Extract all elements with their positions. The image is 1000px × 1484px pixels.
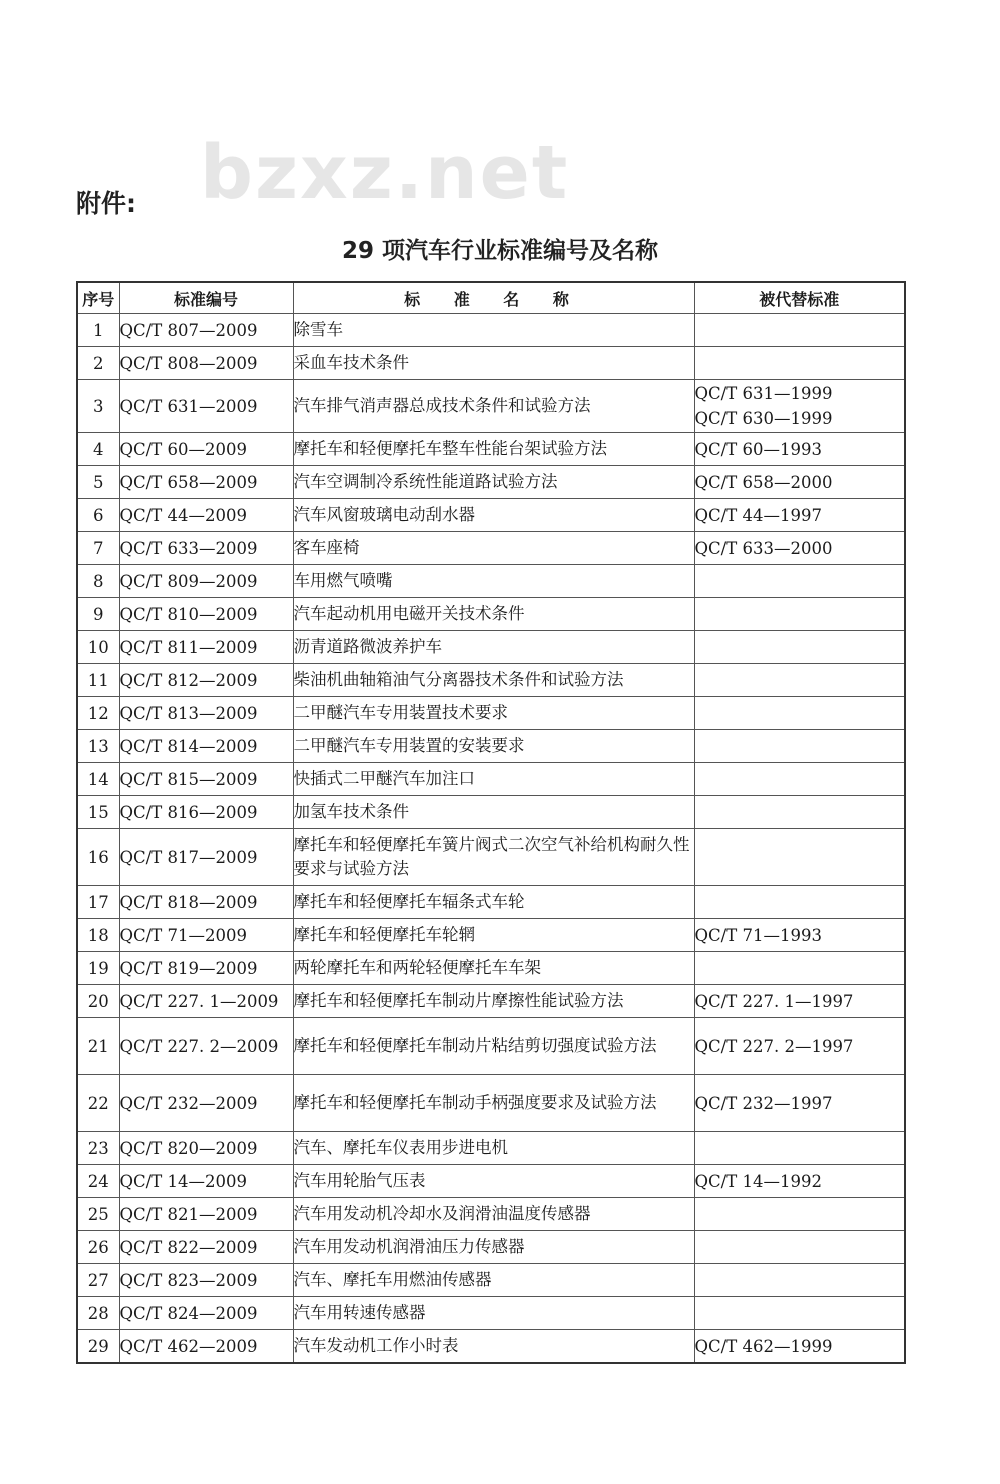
replaced-standard: QC/T 631—1999 QC/T 630—1999: [694, 380, 905, 433]
standard-code: QC/T 232—2009: [119, 1075, 293, 1132]
table-row: [77, 697, 905, 730]
row-number: 29: [77, 1330, 119, 1364]
row-number: 12: [77, 697, 119, 730]
table-row: [77, 532, 905, 565]
standard-name: 汽车用发动机润滑油压力传感器: [293, 1231, 694, 1264]
standard-name: 柴油机曲轴箱油气分离器技术条件和试验方法: [293, 664, 694, 697]
replaced-standard: [694, 763, 905, 796]
standard-code: QC/T 823—2009: [119, 1264, 293, 1297]
row-number: 8: [77, 565, 119, 598]
replaced-standard: [694, 730, 905, 763]
replaced-standard: QC/T 60—1993: [694, 433, 905, 466]
table-row: [77, 347, 905, 380]
standard-code: QC/T 814—2009: [119, 730, 293, 763]
table-row: [77, 952, 905, 985]
standard-code: QC/T 818—2009: [119, 886, 293, 919]
table-row: [77, 730, 905, 763]
table-row: [77, 1198, 905, 1231]
standard-code: QC/T 658—2009: [119, 466, 293, 499]
replaced-standard: QC/T 633—2000: [694, 532, 905, 565]
standard-code: QC/T 810—2009: [119, 598, 293, 631]
row-number: 24: [77, 1165, 119, 1198]
row-number: 6: [77, 499, 119, 532]
row-number: 9: [77, 598, 119, 631]
standard-name: 除雪车: [293, 314, 694, 347]
standard-name: 汽车起动机用电磁开关技术条件: [293, 598, 694, 631]
standard-code: QC/T 815—2009: [119, 763, 293, 796]
standard-code: QC/T 44—2009: [119, 499, 293, 532]
table-row: [77, 985, 905, 1018]
table-row: [77, 1075, 905, 1132]
replaced-standard: [694, 598, 905, 631]
table-row: [77, 380, 905, 433]
standard-name: 摩托车和轻便摩托车制动片粘结剪切强度试验方法: [293, 1018, 694, 1075]
standard-name: 汽车空调制冷系统性能道路试验方法: [293, 466, 694, 499]
table-row: [77, 1165, 905, 1198]
table-row: [77, 565, 905, 598]
standard-code: QC/T 227. 1—2009: [119, 985, 293, 1018]
standard-code: QC/T 812—2009: [119, 664, 293, 697]
standard-name: 汽车用发动机冷却水及润滑油温度传感器: [293, 1198, 694, 1231]
standards-table: [76, 281, 906, 1364]
replaced-standard: [694, 1231, 905, 1264]
table-header-row: [77, 282, 905, 314]
standard-name: 汽车排气消声器总成技术条件和试验方法: [293, 380, 694, 433]
header-standard-code: 标准编号: [119, 282, 293, 314]
standard-code: QC/T 633—2009: [119, 532, 293, 565]
replaced-standard: [694, 1297, 905, 1330]
standard-name: 汽车、摩托车仪表用步进电机: [293, 1132, 694, 1165]
replaced-standard: QC/T 227. 1—1997: [694, 985, 905, 1018]
replaced-standard: [694, 565, 905, 598]
standard-code: QC/T 462—2009: [119, 1330, 293, 1364]
row-number: 5: [77, 466, 119, 499]
header-standard-name: 标 准 名 称: [293, 282, 694, 314]
standard-name: 汽车风窗玻璃电动刮水器: [293, 499, 694, 532]
replaced-standard: QC/T 44—1997: [694, 499, 905, 532]
table-row: [77, 829, 905, 886]
table-row: [77, 1297, 905, 1330]
row-number: 23: [77, 1132, 119, 1165]
replaced-standard: [694, 697, 905, 730]
standard-code: QC/T 809—2009: [119, 565, 293, 598]
table-row: [77, 1330, 905, 1364]
standard-name: 摩托车和轻便摩托车辐条式车轮: [293, 886, 694, 919]
table-row: [77, 664, 905, 697]
standard-code: QC/T 631—2009: [119, 380, 293, 433]
standard-code: QC/T 227. 2—2009: [119, 1018, 293, 1075]
standard-code: QC/T 807—2009: [119, 314, 293, 347]
standard-name: 加氢车技术条件: [293, 796, 694, 829]
replaced-standard: [694, 631, 905, 664]
table-row: [77, 499, 905, 532]
standard-code: QC/T 824—2009: [119, 1297, 293, 1330]
replaced-standard: [694, 796, 905, 829]
replaced-standard: [694, 1264, 905, 1297]
attachment-label: 附件:: [76, 189, 136, 218]
row-number: 16: [77, 829, 119, 886]
document-title: 29 项汽车行业标准编号及名称: [341, 238, 658, 264]
header-replaced-standard: 被代替标准: [694, 282, 905, 314]
standard-name: 二甲醚汽车专用装置技术要求: [293, 697, 694, 730]
standard-name: 两轮摩托车和两轮轻便摩托车车架: [293, 952, 694, 985]
replaced-standard: [694, 952, 905, 985]
row-number: 15: [77, 796, 119, 829]
standard-name: 客车座椅: [293, 532, 694, 565]
table-row: [77, 919, 905, 952]
table-body: [77, 314, 905, 1364]
replaced-standard: QC/T 71—1993: [694, 919, 905, 952]
standard-name: 采血车技术条件: [293, 347, 694, 380]
replaced-standard: QC/T 232—1997: [694, 1075, 905, 1132]
standard-name: 二甲醚汽车专用装置的安装要求: [293, 730, 694, 763]
standard-name: 摩托车和轻便摩托车簧片阀式二次空气补给机构耐久性要求与试验方法: [293, 829, 694, 886]
standard-name: 摩托车和轻便摩托车制动片摩擦性能试验方法: [293, 985, 694, 1018]
standard-code: QC/T 817—2009: [119, 829, 293, 886]
standard-name: 摩托车和轻便摩托车整车性能台架试验方法: [293, 433, 694, 466]
standard-name: 汽车发动机工作小时表: [293, 1330, 694, 1364]
standard-name: 汽车、摩托车用燃油传感器: [293, 1264, 694, 1297]
table-row: [77, 598, 905, 631]
row-number: 3: [77, 380, 119, 433]
table-row: [77, 314, 905, 347]
row-number: 26: [77, 1231, 119, 1264]
standard-name: 车用燃气喷嘴: [293, 565, 694, 598]
standard-code: QC/T 71—2009: [119, 919, 293, 952]
table-row: [77, 631, 905, 664]
replaced-standard: QC/T 658—2000: [694, 466, 905, 499]
standard-code: QC/T 808—2009: [119, 347, 293, 380]
row-number: 17: [77, 886, 119, 919]
row-number: 7: [77, 532, 119, 565]
standard-code: QC/T 820—2009: [119, 1132, 293, 1165]
standard-code: QC/T 14—2009: [119, 1165, 293, 1198]
standard-code: QC/T 813—2009: [119, 697, 293, 730]
row-number: 21: [77, 1018, 119, 1075]
row-number: 19: [77, 952, 119, 985]
header-serial-number: 序号: [77, 282, 119, 314]
replaced-standard: [694, 886, 905, 919]
replaced-standard: [694, 1132, 905, 1165]
row-number: 28: [77, 1297, 119, 1330]
replaced-standard: [694, 829, 905, 886]
standard-name: 快插式二甲醚汽车加注口: [293, 763, 694, 796]
replaced-standard: QC/T 462—1999: [694, 1330, 905, 1364]
table-row: [77, 1264, 905, 1297]
standard-code: QC/T 811—2009: [119, 631, 293, 664]
replaced-standard: [694, 664, 905, 697]
standard-name: 汽车用转速传感器: [293, 1297, 694, 1330]
table-row: [77, 1132, 905, 1165]
row-number: 27: [77, 1264, 119, 1297]
row-number: 20: [77, 985, 119, 1018]
replaced-standard: [694, 1198, 905, 1231]
standard-code: QC/T 60—2009: [119, 433, 293, 466]
row-number: 13: [77, 730, 119, 763]
replaced-standard: [694, 347, 905, 380]
standard-name: 摩托车和轻便摩托车轮辋: [293, 919, 694, 952]
row-number: 1: [77, 314, 119, 347]
row-number: 11: [77, 664, 119, 697]
watermark: bzxz.net: [200, 130, 570, 216]
replaced-standard: [694, 314, 905, 347]
table-row: [77, 1018, 905, 1075]
table-row: [77, 796, 905, 829]
standard-name: 汽车用轮胎气压表: [293, 1165, 694, 1198]
row-number: 22: [77, 1075, 119, 1132]
replaced-standard: QC/T 14—1992: [694, 1165, 905, 1198]
table-row: [77, 433, 905, 466]
standard-name: 沥青道路微波养护车: [293, 631, 694, 664]
table-row: [77, 466, 905, 499]
row-number: 4: [77, 433, 119, 466]
standard-code: QC/T 822—2009: [119, 1231, 293, 1264]
table-row: [77, 1231, 905, 1264]
row-number: 2: [77, 347, 119, 380]
standard-code: QC/T 819—2009: [119, 952, 293, 985]
standard-name: 摩托车和轻便摩托车制动手柄强度要求及试验方法: [293, 1075, 694, 1132]
standard-code: QC/T 816—2009: [119, 796, 293, 829]
table-row: [77, 886, 905, 919]
row-number: 25: [77, 1198, 119, 1231]
replaced-standard: QC/T 227. 2—1997: [694, 1018, 905, 1075]
row-number: 10: [77, 631, 119, 664]
row-number: 14: [77, 763, 119, 796]
row-number: 18: [77, 919, 119, 952]
standard-code: QC/T 821—2009: [119, 1198, 293, 1231]
table-row: [77, 763, 905, 796]
